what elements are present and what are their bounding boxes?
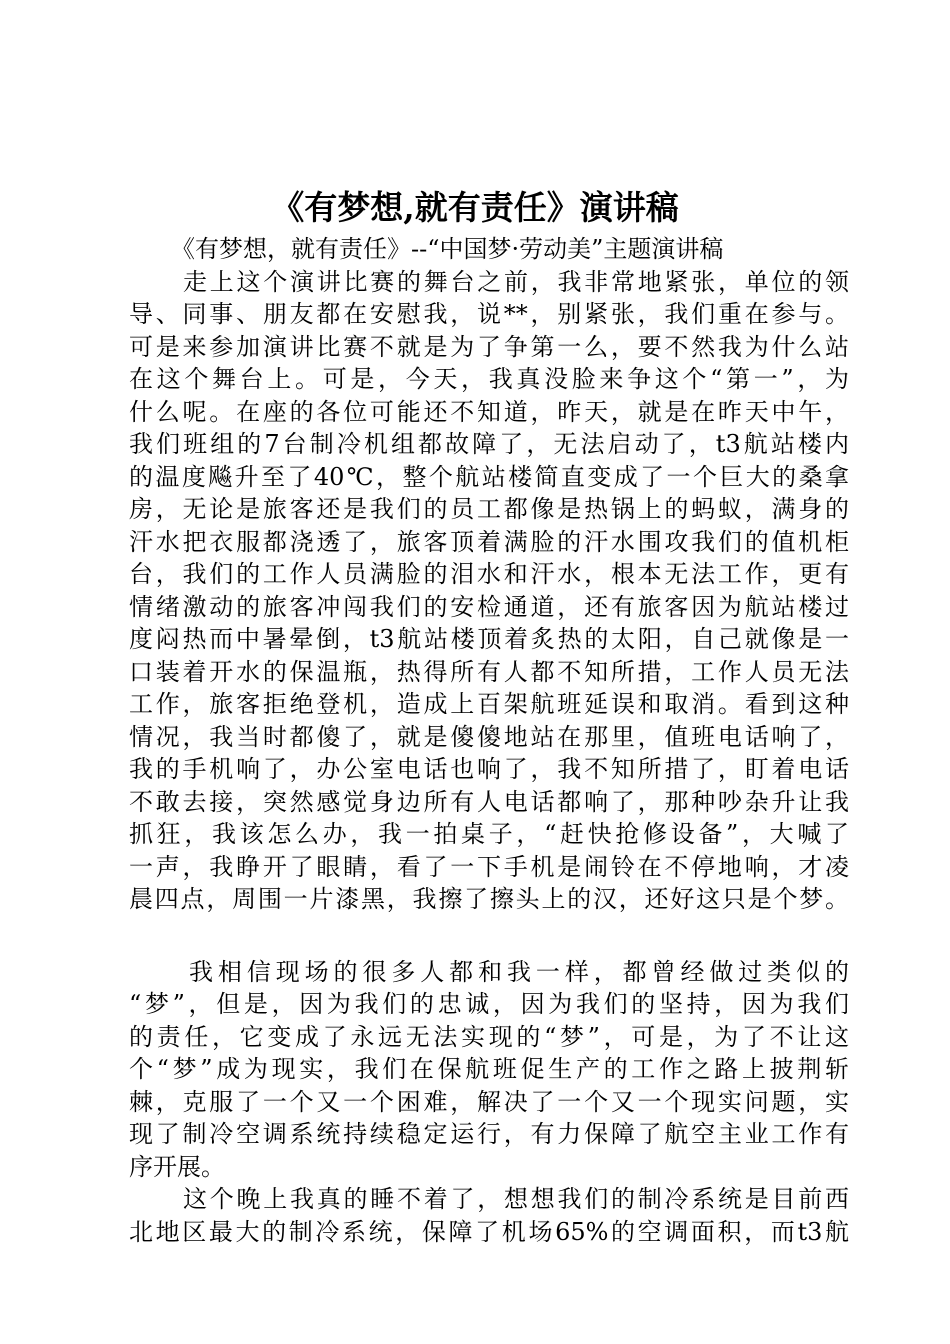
- text-line: 抓狂，我该怎么办，我一拍桌子，“赶快抢修设备”，大喊了: [129, 820, 849, 848]
- subtitle-line: 《有梦想，就有责任》--“中国梦·劳动美”主题演讲稿: [171, 235, 724, 263]
- blank-line: [129, 916, 849, 956]
- text-line: 工作，旅客拒绝登机，造成上百架航班延误和取消。看到这种: [129, 690, 849, 718]
- text-line: 序开展。: [129, 1152, 225, 1181]
- text-line: 棘，克服了一个又一个困难，解决了一个又一个现实问题，实: [129, 1087, 849, 1116]
- text-line: 房，无论是旅客还是我们的员工都像是热锅上的蚂蚁，满身的: [129, 495, 849, 523]
- text-line: 晨四点，周围一片漆黑，我擦了擦头上的汉，还好这只是个梦。: [129, 885, 849, 913]
- document-body: [129, 233, 849, 1248]
- text-line: “梦”，但是，因为我们的忠诚，因为我们的坚持，因为我们: [129, 990, 849, 1018]
- text-line: 北地区最大的制冷系统，保障了机场65%的空调面积，而t3航: [129, 1217, 849, 1246]
- text-line: 我相信现场的很多人都和我一样，都曾经做过类似的: [189, 957, 849, 986]
- text-line: 不敢去接，突然感觉身边所有人电话都响了，那种吵杂升让我: [129, 787, 849, 816]
- document-title: 《有梦想,就有责任》演讲稿: [271, 188, 679, 227]
- text-line: 走上这个演讲比赛的舞台之前，我非常地紧张，单位的领: [183, 267, 849, 296]
- text-line: 我的手机响了，办公室电话也响了，我不知所措了，盯着电话: [129, 755, 849, 783]
- text-line: 汗水把衣服都浇透了，旅客顶着满脸的汗水围攻我们的值机柜: [129, 527, 849, 556]
- text-line: 情况，我当时都傻了，就是傻傻地站在那里，值班电话响了，: [129, 722, 849, 751]
- text-line: 导、同事、朋友都在安慰我，说**，别紧张，我们重在参与。: [129, 300, 849, 328]
- text-line: 现了制冷空调系统持续稳定运行，有力保障了航空主业工作有: [129, 1120, 849, 1148]
- text-line: 一声，我睁开了眼睛，看了一下手机是闹铃在不停地响，才凌: [129, 852, 849, 881]
- text-line: 口装着开水的保温瓶，热得所有人都不知所措，工作人员无法: [129, 657, 849, 686]
- text-line: 可是来参加演讲比赛不就是为了争第一么，要不然我为什么站: [129, 332, 849, 361]
- text-line: 什么呢。在座的各位可能还不知道，昨天，就是在昨天中午，: [129, 397, 849, 426]
- text-line: 在这个舞台上。可是，今天，我真没脸来争这个“第一”，为: [129, 365, 849, 393]
- text-line: 情绪激动的旅客冲闯我们的安检通道，还有旅客因为航站楼过: [129, 592, 849, 621]
- text-line: 度闷热而中暑晕倒，t3航站楼顶着炙热的太阳，自己就像是一: [129, 625, 849, 653]
- text-line: 这个晚上我真的睡不着了，想想我们的制冷系统是目前西: [183, 1185, 849, 1213]
- text-line: 我们班组的7台制冷机组都故障了，无法启动了，t3航站楼内: [129, 430, 849, 458]
- text-line: 个“梦”成为现实，我们在保航班促生产的工作之路上披荆斩: [129, 1055, 849, 1083]
- text-line: 的责任，它变成了永远无法实现的“梦”，可是，为了不让这: [129, 1022, 849, 1051]
- text-line: 台，我们的工作人员满脸的泪水和汗水，根本无法工作，更有: [129, 560, 849, 588]
- text-line: 的温度飚升至了40℃，整个航站楼简直变成了一个巨大的桑拿: [129, 462, 849, 491]
